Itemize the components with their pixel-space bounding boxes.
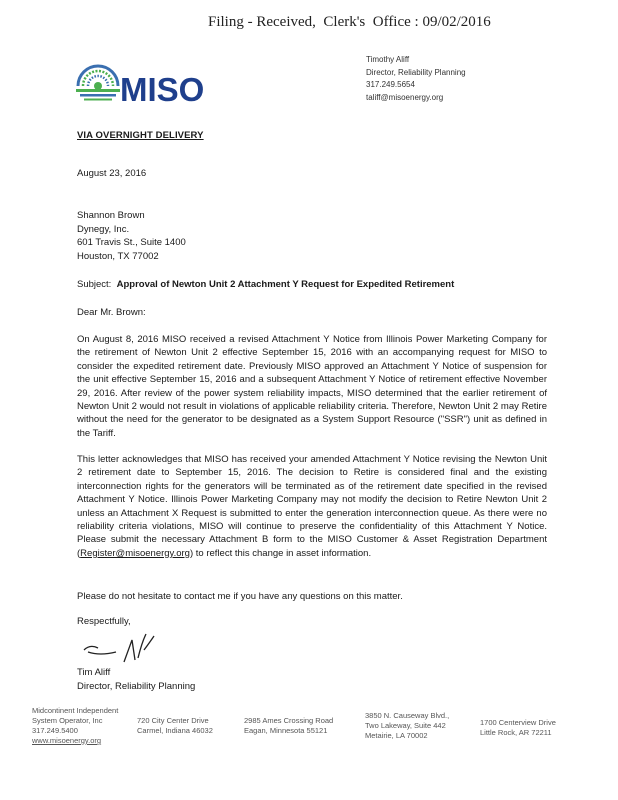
recipient-company: Dynegy, Inc. bbox=[77, 223, 130, 235]
sender-contact-block bbox=[366, 54, 466, 104]
footer-line: 2985 Ames Crossing Road bbox=[244, 716, 334, 725]
sender-email[interactable]: taliff@misoenergy.org bbox=[366, 92, 444, 102]
recipient-address bbox=[77, 209, 186, 263]
body-paragraph-3: Please do not hesitate to contact me if you have any questions on this matter. bbox=[77, 591, 403, 602]
filing-stamp: Filing - Received, Clerk's Office : 09/02/2016 bbox=[208, 14, 491, 30]
delivery-method: VIA OVERNIGHT DELIVERY bbox=[77, 130, 204, 141]
signature-block bbox=[77, 666, 195, 694]
paragraph-2-text: This letter acknowledges that MISO has received your amended Attachment Y Notice revising the Newton Unit 2 retirement date to September 15, 2016. The decision to Retire is considered final and the existing interconnection rights for the generators will be terminated as of the retirement date specified in the revised Attachment Y Notice. Illinois Power Marketing Company may not modify the decision to Retire Newton Unit 2 unless an Attachment X Request is submitted to enter the generation interconnection queue. As there were no reliability criteria violations, MISO will continue to preserve the confidentiality of this Attachment Y Notice. Please submit the necessary Attachment B form to the MISO Customer & Asset Registration Department ( bbox=[77, 454, 547, 559]
footer-line: Little Rock, AR 72211 bbox=[480, 728, 552, 737]
footer-metairie-address bbox=[365, 711, 449, 741]
recipient-city: Houston, TX 77002 bbox=[77, 250, 159, 262]
paragraph-2-text-end: ) to reflect this change in asset information. bbox=[189, 547, 372, 559]
footer-carmel-address bbox=[137, 716, 213, 736]
sender-phone: 317.249.5654 bbox=[366, 80, 415, 89]
footer-eagan-address bbox=[244, 716, 333, 736]
body-paragraph-2 bbox=[77, 453, 547, 560]
footer-line: 317.249.5400 bbox=[32, 726, 78, 735]
footer-line: 1700 Centerview Drive bbox=[480, 718, 556, 727]
footer-line: Eagan, Minnesota 55121 bbox=[244, 726, 328, 735]
footer-line: Two Lakeway, Suite 442 bbox=[365, 721, 446, 730]
miso-wordmark: MISO bbox=[120, 71, 205, 108]
footer-line: 3850 N. Causeway Blvd., bbox=[365, 711, 450, 720]
signer-title: Director, Reliability Planning bbox=[77, 681, 196, 692]
subject-text: Approval of Newton Unit 2 Attachment Y Request for Expedited Retirement bbox=[116, 279, 455, 290]
valediction: Respectfully, bbox=[77, 616, 131, 627]
register-email-link[interactable]: Register@misoenergy.org bbox=[80, 547, 190, 559]
recipient-street: 601 Travis St., Suite 1400 bbox=[77, 237, 186, 248]
footer-line: Carmel, Indiana 46032 bbox=[137, 726, 213, 735]
salutation: Dear Mr. Brown: bbox=[77, 307, 146, 318]
letter-date: August 23, 2016 bbox=[77, 168, 147, 179]
footer-line: 720 City Center Drive bbox=[137, 716, 209, 725]
sender-name: Timothy Aliff bbox=[366, 55, 410, 64]
footer-line: Metairie, LA 70002 bbox=[365, 731, 428, 740]
sender-title: Director, Reliability Planning bbox=[366, 67, 466, 77]
footer-website-link[interactable]: www.misoenergy.org bbox=[32, 736, 102, 745]
sunburst-icon bbox=[76, 66, 120, 101]
subject-label: Subject: bbox=[77, 279, 112, 290]
body-paragraph-1: On August 8, 2016 MISO received a revised Attachment Y Notice from Illinois Power Marketing Company for the retirement of Newton Unit 2 effective September 15, 2016 with an accompanying request for MISO to consider the expedited retirement date. Previously MISO approved an Attachment Y Notice of suspension for the unit effective September 15, 2016 and a subsequent Attachment Y Notice of retirement effective November 29, 2016. After review of the power system reliability impacts, MISO determined that the earlier retirement of Newton Unit 2 would not result in violations of applicable reliability criteria. Therefore, Newton Unit 2 may Retire without the need for the generator to be designated as a System Support Resource ("SSR") unit as defined in the Tariff. bbox=[77, 334, 547, 439]
subject-line bbox=[77, 279, 454, 290]
footer-company bbox=[32, 706, 118, 746]
miso-logo bbox=[74, 56, 224, 108]
footer-little-rock-address bbox=[480, 718, 556, 738]
footer-line: System Operator, Inc bbox=[32, 716, 103, 725]
recipient-name: Shannon Brown bbox=[77, 210, 145, 221]
signer-name: Tim Aliff bbox=[77, 667, 111, 678]
footer-line: Midcontinent Independent bbox=[32, 706, 119, 715]
